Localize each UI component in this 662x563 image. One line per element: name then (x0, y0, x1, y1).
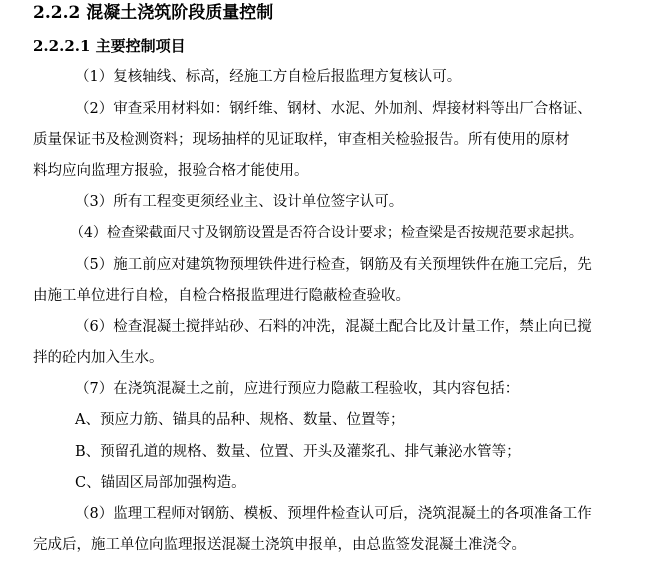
item-b: B、预留孔道的规格、数量、位置、开头及灌浆孔、排气兼泌水管等； (75, 444, 521, 460)
paragraph-1-line-1: （1）复核轴线、标高，经施工方自检后报监理方复核认可。 (75, 69, 462, 85)
paragraph-5-line-1: （5）施工前应对建筑物预埋铁件进行检查，钢筋及有关预埋铁件在施工完后，先 (75, 257, 592, 273)
paragraph-6-line-2: 拌的砼内加入生水。 (33, 350, 164, 366)
paragraph-2-line-3: 料均应向监理方报验，报验合格才能使用。 (33, 163, 309, 179)
paragraph-6-line-1: （6）检查混凝土搅拌站砂、石料的冲洗，混凝土配合比及计量工作，禁止向已搅 (75, 319, 592, 335)
subsection-heading: 2.2.2.1 主要控制项目 (33, 37, 186, 55)
item-c: C、锚固区局部加强构造。 (75, 475, 246, 491)
paragraph-4-line-1: （4）检查梁截面尺寸及钢筋设置是否符合设计要求；检查梁是否按规范要求起拱。 (70, 225, 583, 241)
paragraph-2-line-2: 质量保证书及检测资料；现场抽样的见证取样，审查相关检验报告。所有使用的原材 (33, 132, 570, 148)
paragraph-3-line-1: （3）所有工程变更须经业主、设计单位签字认可。 (75, 194, 404, 210)
item-a: A、预应力筋、锚具的品种、规格、数量、位置等； (75, 412, 405, 428)
paragraph-2-line-1: （2）审查采用材料如：钢纤维、钢材、水泥、外加剂、焊接材料等出厂合格证、 (75, 101, 592, 117)
section-heading: 2.2.2 混凝土浇筑阶段质量控制 (33, 3, 274, 23)
paragraph-5-line-2: 由施工单位进行自检，自检合格报监理进行隐蔽检查验收。 (33, 288, 410, 304)
paragraph-8-line-2: 完成后，施工单位向监理报送混凝土浇筑申报单，由总监签发混凝土准浇令。 (33, 537, 526, 553)
paragraph-8-line-1: （8）监理工程师对钢筋、模板、预埋件检查认可后，浇筑混凝土的各项准备工作 (75, 506, 592, 522)
paragraph-7-line-1: （7）在浇筑混凝土之前，应进行预应力隐蔽工程验收，其内容包括： (75, 381, 520, 397)
